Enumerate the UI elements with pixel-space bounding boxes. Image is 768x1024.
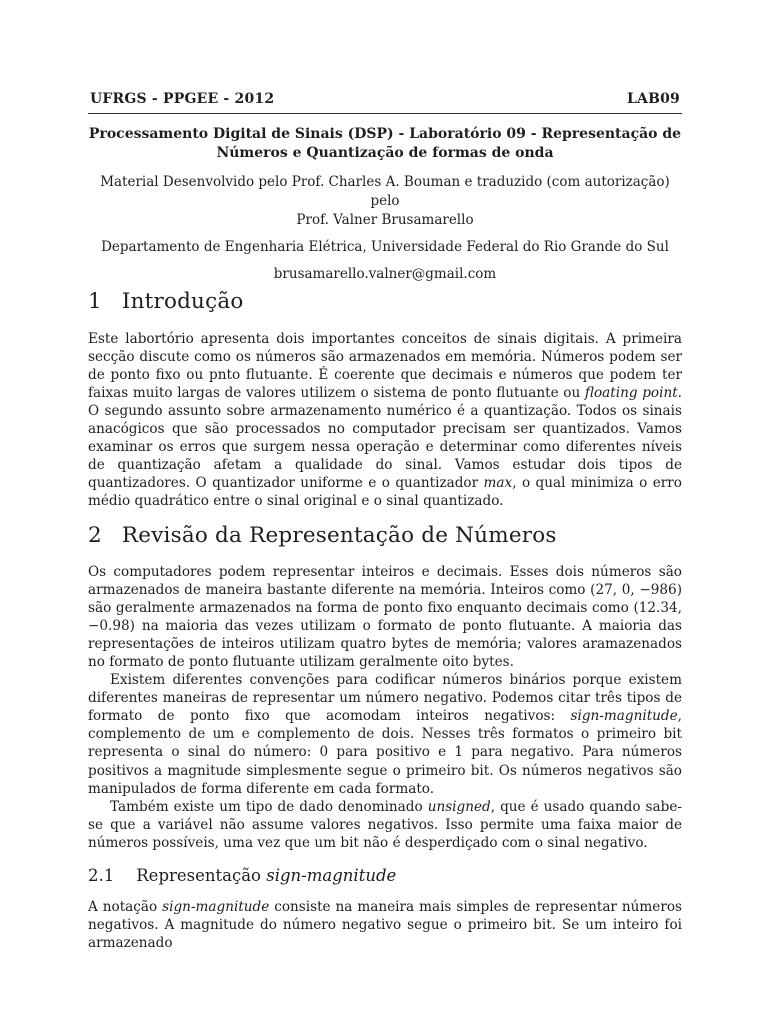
paragraph-2 — [88, 671, 682, 797]
paper-title-line-1: Processamento Digital de Sinais (DSP) - Laboratório 09 - Representação de — [88, 126, 682, 142]
subsection-title-emphasis: sign-magnitude — [266, 866, 397, 885]
section-introducao — [88, 289, 682, 510]
subsection-title — [136, 865, 396, 887]
emphasis-sign-magnitude: sign-magnitude — [570, 708, 678, 725]
section-revisao — [88, 523, 682, 852]
text-run: A notação — [88, 899, 163, 915]
authors-line-1: Material Desenvolvido pelo Prof. Charles A. Bouman e traduzido (com autorização) pelo — [100, 174, 670, 209]
section-number: 2 — [88, 523, 102, 548]
emphasis-max: max — [483, 475, 513, 492]
paper-title-line-2: Números e Quantização de formas de onda — [216, 145, 554, 161]
header-left: UFRGS - PPGEE - 2012 — [90, 91, 275, 107]
authors — [88, 173, 682, 230]
emphasis-floating-point: floating point — [584, 385, 678, 402]
section-number: 1 — [88, 289, 102, 314]
section-title: Introdução — [121, 289, 244, 314]
title-block — [88, 125, 682, 284]
header-right: LAB09 — [626, 91, 680, 107]
subsection-sign-magnitude — [88, 865, 682, 952]
text-run: , complemento de um e complemento de dois. Nesses três formatos o primeiro bit representa o sinal do número: 0 para positivo e 1 para negativo. Para números positivos a magnitude simplesmente segue o primeiro bit. Os números negativos são manipulados de forma diferente em cada formato. — [88, 708, 682, 797]
text-run: consiste na maneira mais simples de representar números negativos. A magnitude do número negativo segue o primeiro bit. Se um inteiro foi armazenado — [88, 899, 682, 952]
email: brusamarello.valner@gmail.com — [273, 266, 497, 282]
text-run: . O segundo assunto sobre armazenamento numérico é a quantização. Todos os sinais anacógicos que são processados no computador precisam ser quantizados. Vamos examinar os erros que surgem nessa operação e determinar como diferentes níveis de quantização afetam a qualidade do sinal. Vamos estudar dois tipos de quantizadores. O quantizador uniforme e o quantizador — [88, 385, 682, 492]
subsection-title-plain: Representação — [136, 866, 267, 885]
section-title: Revisão da Representação de Números — [121, 523, 557, 548]
text-run: Existem diferentes convenções para codificar números binários porque existem diferentes maneiras de representar um número negativo. Podemos citar três tipos de formato de ponto fixo que acomodam inteiros negativos: — [88, 672, 682, 725]
intro-paragraph — [88, 330, 682, 510]
text-run: Este labortório apresenta dois importantes conceitos de sinais digitais. A primeira secção discute como os números são armazenados em memória. Números podem ser de ponto fixo ou pnto flutuante. É coerente que decimais e números que podem ter faixas muito largas de valores utilizem o sistema de ponto flutuante ou — [88, 331, 682, 402]
department: Departamento de Engenharia Elétrica, Universidade Federal do Rio Grande do Sul — [101, 239, 669, 255]
header-rule — [88, 113, 682, 114]
subsection-heading — [88, 865, 682, 887]
text-run: , o qual minimiza o erro médio quadrático entre o sinal original e o sinal quantizado. — [88, 475, 682, 510]
text-run: Também existe um tipo de dado denominado — [110, 798, 428, 815]
text-run: , que é usado quando sabe-se que a variável não assume valores negativos. Isso permite uma faixa maior de números possíveis, uma vez que um bit não é desperdiçado com o sinal negativo. — [88, 798, 682, 851]
subsection-number: 2.1 — [88, 866, 115, 885]
authors-line-2: Prof. Valner Brusamarello — [296, 212, 474, 228]
section-heading — [88, 289, 682, 315]
emphasis-unsigned: unsigned — [427, 798, 491, 815]
emphasis-sign-magnitude: sign-magnitude — [162, 899, 270, 915]
running-header — [90, 91, 680, 107]
paragraph-3 — [88, 798, 682, 852]
paragraph-1 — [88, 898, 682, 952]
paragraph-1: Os computadores podem representar inteiros e decimais. Esses dois números são armazenados de maneira bastante diferente na memória. Inteiros como (27, 0, −986) são geralmente armazenados na forma de ponto fixo enquanto decimais como (12.34, −0.98) na maioria das vezes utilizam o formato de ponto flutuante. A maioria das representações de inteiros utilizam quatro bytes de memória; valores aramazenados no formato de ponto flutuante utilizam geralmente oito bytes. — [88, 564, 682, 671]
section-heading — [88, 523, 682, 549]
paper-title — [88, 125, 682, 163]
